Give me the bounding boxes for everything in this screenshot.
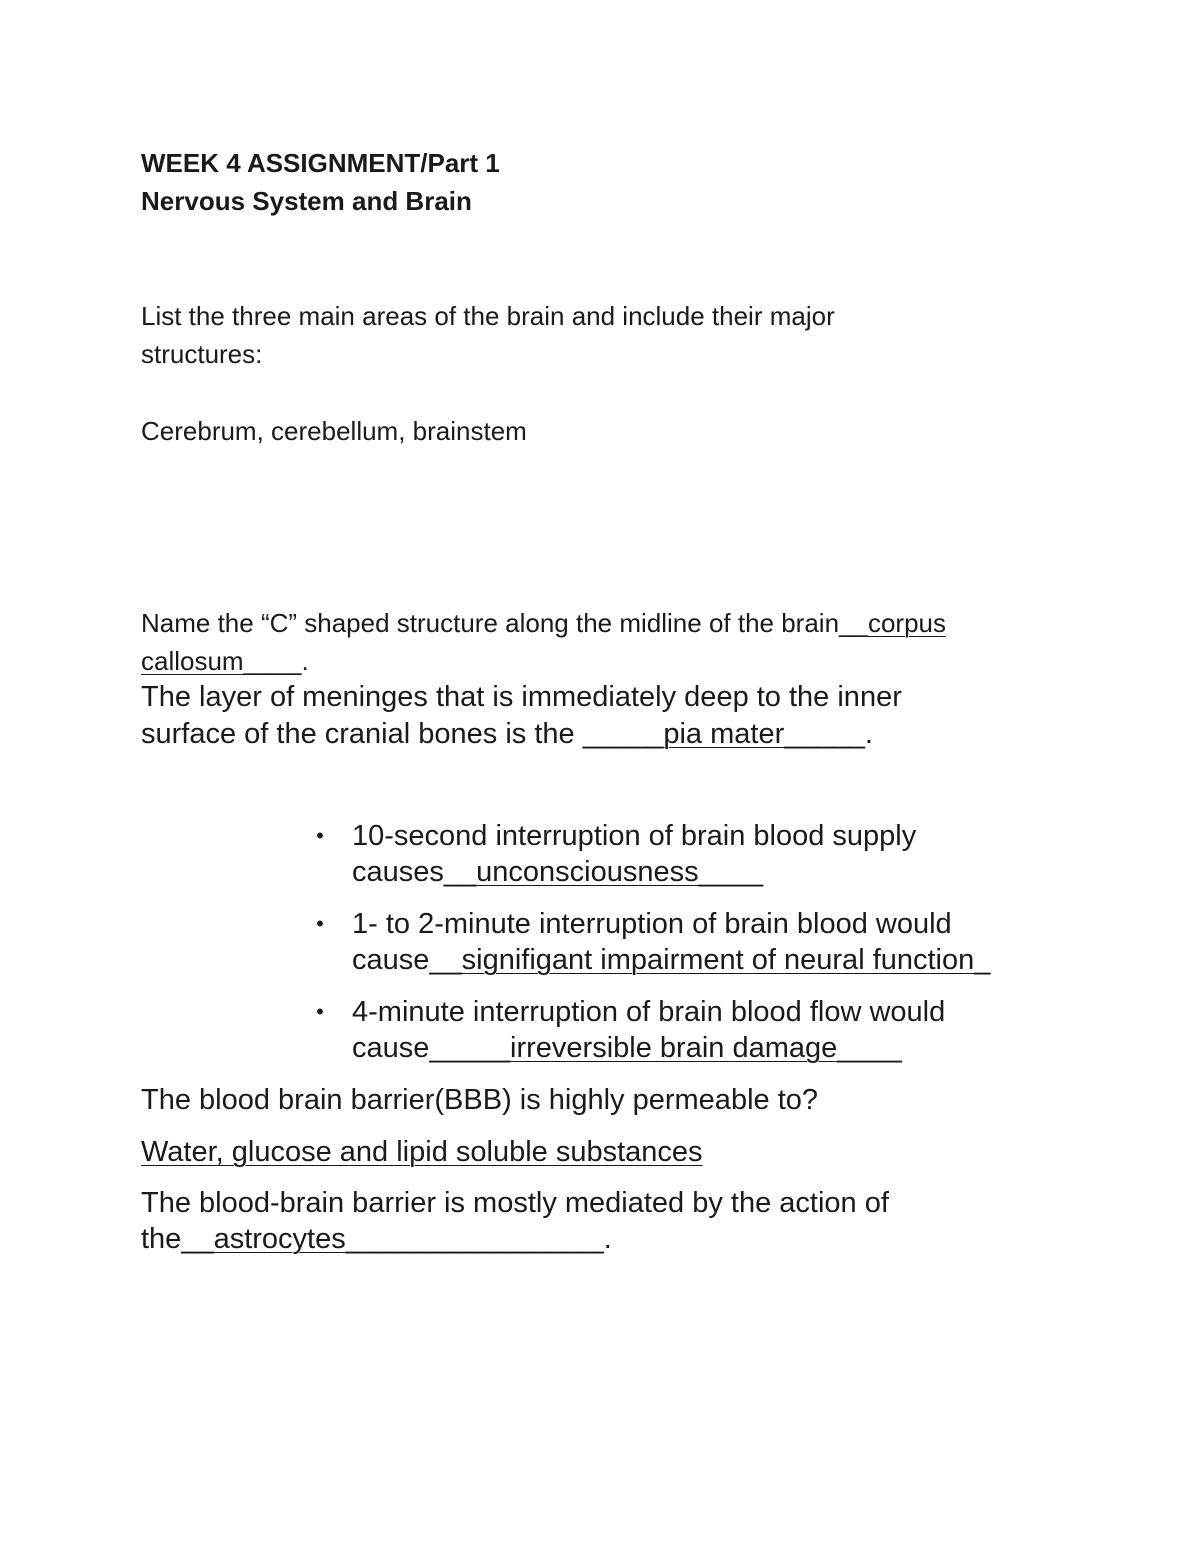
bullet-line-1: 4-minute interruption of brain blood flow would bbox=[352, 996, 946, 1028]
list-item bbox=[310, 994, 990, 1066]
question-2-end: . bbox=[301, 646, 309, 676]
question-2-prompt: Name the “C” shaped structure along the midline of the brain bbox=[141, 608, 840, 638]
bullet-answer: __signifigant impairment of neural function_ bbox=[429, 944, 991, 976]
question-3-prefix: surface of the cranial bones is the bbox=[141, 718, 583, 750]
bullet-icon: • bbox=[316, 911, 324, 936]
question-3-end: . bbox=[864, 718, 873, 750]
bullet-line-2 bbox=[352, 942, 990, 978]
list-item bbox=[310, 818, 990, 890]
question-5-end: . bbox=[603, 1223, 612, 1255]
answer-1: Cerebrum, cerebellum, brainstem bbox=[141, 416, 527, 446]
question-3-line-2 bbox=[141, 716, 873, 752]
question-5-line-2 bbox=[141, 1221, 612, 1257]
bullet-line-1: 10-second interruption of brain blood supply bbox=[352, 820, 917, 852]
question-4: The blood brain barrier(BBB) is highly permeable to? bbox=[141, 1084, 819, 1116]
bullet-prefix: cause bbox=[352, 1032, 430, 1064]
answer-5: __astrocytes________________ bbox=[181, 1223, 604, 1255]
bullet-icon: • bbox=[316, 823, 324, 848]
bullet-icon: • bbox=[316, 999, 324, 1024]
bullet-answer: __unconsciousness____ bbox=[443, 856, 764, 888]
bullet-answer: _____irreversible brain damage____ bbox=[429, 1032, 902, 1064]
question-3-line-1: The layer of meninges that is immediately deep to the inner bbox=[141, 681, 902, 713]
answer-4 bbox=[141, 1134, 703, 1170]
question-1-line-1: List the three main areas of the brain and include their major bbox=[141, 301, 835, 331]
answer-3: _____pia mater_____ bbox=[582, 718, 865, 750]
question-2-line-2 bbox=[141, 642, 309, 680]
bullet-prefix: cause bbox=[352, 944, 430, 976]
question-5-prefix: the bbox=[141, 1223, 182, 1255]
question-5-line-1: The blood-brain barrier is mostly mediated by the action of bbox=[141, 1187, 889, 1219]
bullet-line-1: 1- to 2-minute interruption of brain blood would bbox=[352, 908, 952, 940]
assignment-subtitle: Nervous System and Brain bbox=[141, 186, 472, 216]
assignment-title: WEEK 4 ASSIGNMENT/Part 1 bbox=[141, 148, 500, 178]
answer-4-text: Water, glucose and lipid soluble substances bbox=[141, 1136, 703, 1168]
bullet-line-2 bbox=[352, 1030, 990, 1066]
answer-2-part-2: callosum____ bbox=[141, 646, 302, 676]
list-item bbox=[310, 906, 990, 978]
question-1-line-2: structures: bbox=[141, 339, 263, 369]
bullet-prefix: causes bbox=[352, 856, 444, 888]
answer-2-part-1: __corpus bbox=[839, 608, 947, 638]
bullet-list bbox=[310, 818, 990, 1082]
bullet-line-2 bbox=[352, 854, 990, 890]
question-2-line-1 bbox=[141, 604, 946, 642]
